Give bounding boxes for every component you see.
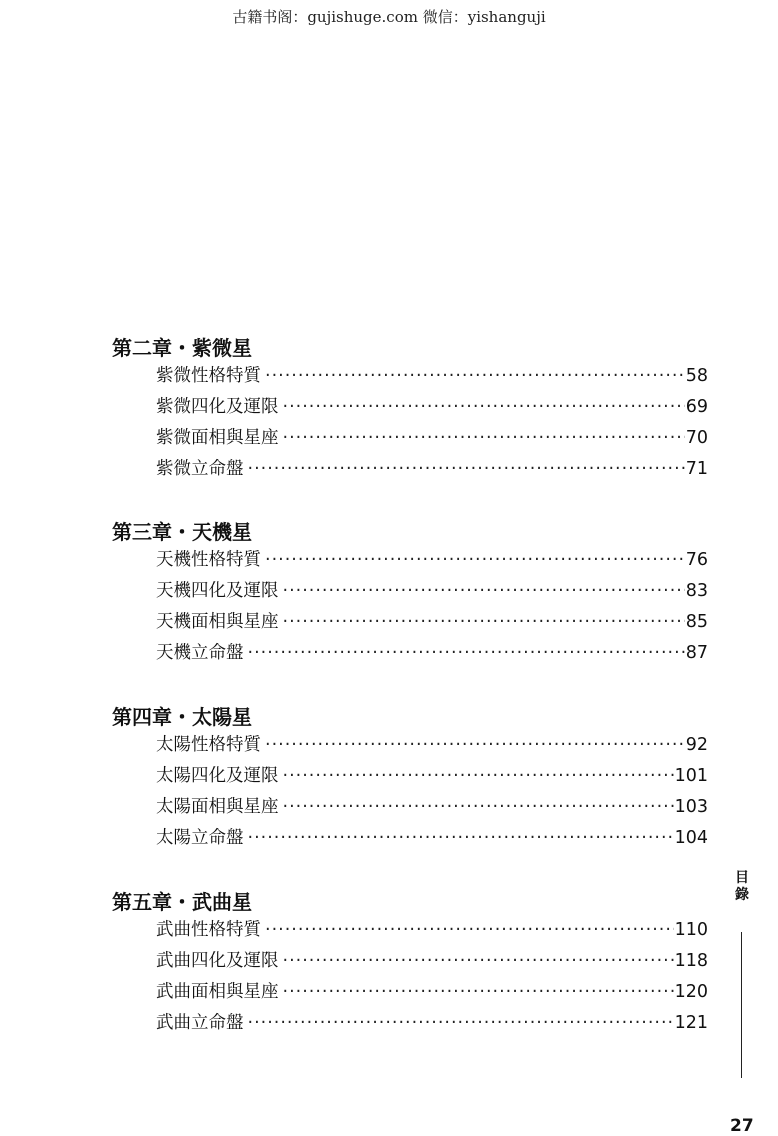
entry-title: 武曲性格特質	[156, 920, 261, 940]
watermark-header: 古籍书阁：gujishuge.com 微信：yishanguji	[232, 8, 546, 26]
leader-dots	[265, 364, 685, 388]
entry-title: 紫微四化及運限	[156, 397, 279, 417]
leader-dots	[283, 426, 685, 450]
toc-entry[interactable]	[156, 1011, 708, 1035]
entry-page: 70	[685, 428, 708, 448]
toc-entry[interactable]	[156, 918, 708, 942]
leader-dots	[283, 764, 674, 788]
entry-title: 紫微面相與星座	[156, 428, 279, 448]
toc-entry[interactable]	[156, 426, 708, 450]
entry-page: 120	[674, 982, 708, 1002]
leader-dots	[283, 579, 685, 603]
toc-entry[interactable]	[156, 610, 708, 634]
leader-dots	[248, 457, 685, 481]
chapter-title: 第五章・武曲星	[112, 890, 252, 914]
entry-title: 天機性格特質	[156, 550, 261, 570]
leader-dots	[283, 795, 674, 819]
toc-entry[interactable]	[156, 980, 708, 1004]
entry-page: 101	[674, 766, 708, 786]
chapter-title: 第二章・紫微星	[112, 336, 252, 360]
entry-page: 103	[674, 797, 708, 817]
toc-entry[interactable]	[156, 764, 708, 788]
entry-title: 紫微立命盤	[156, 459, 244, 479]
entry-page: 71	[685, 459, 708, 479]
entry-page: 104	[674, 828, 708, 848]
entry-title: 太陽面相與星座	[156, 797, 279, 817]
toc-entry[interactable]	[156, 641, 708, 665]
entry-page: 76	[685, 550, 708, 570]
chapter-title: 第三章・天機星	[112, 520, 252, 544]
toc-entry[interactable]	[156, 579, 708, 603]
toc-entry[interactable]	[156, 733, 708, 757]
entry-title: 太陽四化及運限	[156, 766, 279, 786]
entry-page: 83	[685, 581, 708, 601]
side-section-title: 目錄	[735, 870, 749, 903]
toc-entry[interactable]	[156, 949, 708, 973]
leader-dots	[265, 918, 674, 942]
leader-dots	[283, 949, 674, 973]
entry-title: 太陽性格特質	[156, 735, 261, 755]
toc-entry[interactable]	[156, 548, 708, 572]
entry-page: 92	[685, 735, 708, 755]
entry-page: 87	[685, 643, 708, 663]
leader-dots	[265, 733, 685, 757]
entry-title: 太陽立命盤	[156, 828, 244, 848]
entry-page: 58	[685, 366, 708, 386]
leader-dots	[283, 395, 685, 419]
leader-dots	[248, 641, 685, 665]
leader-dots	[248, 826, 674, 850]
entry-title: 武曲面相與星座	[156, 982, 279, 1002]
toc-entry[interactable]	[156, 457, 708, 481]
toc-entry[interactable]	[156, 826, 708, 850]
entry-title: 紫微性格特質	[156, 366, 261, 386]
toc-entry[interactable]	[156, 395, 708, 419]
entry-page: 121	[674, 1013, 708, 1033]
leader-dots	[248, 1011, 674, 1035]
page-number: 27	[730, 1116, 754, 1136]
chapter-title: 第四章・太陽星	[112, 705, 252, 729]
entry-title: 天機立命盤	[156, 643, 244, 663]
leader-dots	[283, 610, 685, 634]
leader-dots	[265, 548, 685, 572]
entry-page: 118	[674, 951, 708, 971]
toc-entry[interactable]	[156, 364, 708, 388]
entry-page: 69	[685, 397, 708, 417]
entry-title: 武曲立命盤	[156, 1013, 244, 1033]
toc-entry[interactable]	[156, 795, 708, 819]
leader-dots	[283, 980, 674, 1004]
side-rule	[741, 932, 742, 1078]
entry-title: 天機面相與星座	[156, 612, 279, 632]
entry-title: 天機四化及運限	[156, 581, 279, 601]
entry-page: 110	[674, 920, 708, 940]
entry-page: 85	[685, 612, 708, 632]
entry-title: 武曲四化及運限	[156, 951, 279, 971]
